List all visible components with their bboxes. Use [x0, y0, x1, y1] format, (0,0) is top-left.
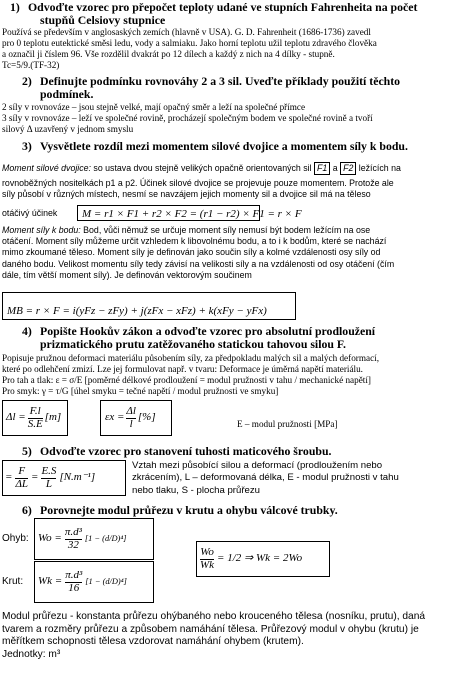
- eq-sign: =: [31, 471, 39, 484]
- fraction: [15, 466, 28, 489]
- denominator: L: [45, 477, 52, 490]
- term-label: Moment síly k bodu:: [2, 225, 81, 235]
- text: so ustava dvou stejně velikých opačně orientovaných sil: [90, 163, 312, 173]
- modulus-note: E – modul pružnosti [MPa]: [237, 419, 338, 429]
- equation-strain: [100, 400, 172, 436]
- label-ohyb: Ohyb:: [2, 533, 29, 544]
- heading-1-cont: [2, 14, 464, 27]
- text-line: daného bodu. Velikost momentu síly tedy závisí na velikosti síly a na vzdálenosti od osy otáčení (čím: [2, 258, 395, 269]
- denominator: S.E: [27, 417, 43, 430]
- text-line: Pro tah a tlak: ε = σ/E [poměrné délkové prodloužení = modul pružnosti v tahu / mechanické napětí]: [2, 374, 371, 385]
- heading-5: [2, 445, 464, 458]
- paragraph-2: [2, 102, 464, 135]
- heading-number: 1): [10, 0, 20, 14]
- heading-4-cont: [2, 338, 464, 351]
- label-krut: Krut:: [2, 576, 24, 587]
- text-line: silový Δ uzavřený v jednom smyslu: [2, 123, 134, 134]
- heading-4: [2, 325, 464, 338]
- text-line: otáčivý účinek: [2, 208, 58, 218]
- heading-number: 6): [22, 503, 32, 517]
- numerator: F.l: [29, 405, 41, 418]
- denominator: 32: [67, 538, 79, 551]
- equation-point-moment: MB = r × F = i(yFz − zFy) + j(zFx − xFz) + k(xFy − yFx): [2, 292, 296, 320]
- text-line: dále, tím větší moment síly). Je definován vektorovým součinem: [2, 269, 252, 280]
- paragraph-3d: [2, 225, 464, 281]
- bracket-term: [1 − (d/D)⁴]: [85, 577, 127, 587]
- denominator: l: [129, 417, 133, 430]
- heading-text: Odvoďte vzorec pro přepočet teploty udané ve stupních Fahrenheita na počet: [28, 0, 418, 14]
- equation-bending-modulus: [34, 518, 154, 560]
- fraction: [65, 570, 82, 593]
- text-line: a označil ji číslem 96. Vše rozdělil dvakrát po 12 dílech a každý z nich na 4 dílky - stupně.: [2, 48, 335, 59]
- heading-number: 2): [22, 74, 32, 88]
- formula-line: Tc=5/9.(TF-32): [2, 59, 60, 70]
- paragraph-3a: [2, 162, 464, 175]
- denominator: Wk: [200, 558, 215, 571]
- denominator: 16: [68, 581, 80, 594]
- equation-elongation: [2, 400, 68, 436]
- equation-torsion-modulus: [34, 561, 154, 603]
- heading-text: podmínek.: [40, 87, 94, 101]
- equation-modulus-ratio: [196, 541, 330, 577]
- paragraph-5: [132, 460, 462, 497]
- heading-2: [2, 75, 464, 88]
- numerator: π.d³: [65, 569, 83, 582]
- heading-1: [2, 1, 464, 14]
- text-line: nebo tlaku, S - plocha průřezu: [132, 484, 260, 496]
- eq-lhs: εx =: [105, 411, 125, 424]
- heading-number: 3): [22, 139, 32, 153]
- text-line: 2 síly v rovnováze – jsou stejně velké, mají opačný směr a leží na společné přímce: [2, 102, 306, 112]
- numerator: Wo: [200, 546, 214, 559]
- eq-lhs: Δl =: [6, 411, 26, 424]
- text-line: Modul průřezu - konstanta průřezu ohýbaného nebo krouceného tělesa (nosníku, prutu), daná: [2, 611, 426, 622]
- heading-text: stupňů Celsiovy stupnice: [40, 13, 166, 27]
- eq-lhs: Wo =: [38, 532, 62, 545]
- text: ležících na: [356, 163, 401, 173]
- numerator: E.S: [41, 465, 57, 478]
- text-line: pro 0 teplotu eutektické směsi ledu, vody a salmiaku. Jako horní teplotu užil teplotu zdravého člověka: [2, 37, 377, 48]
- heading-text: Popište Hookův zákon a odvoďte vzorec pro absolutní prodloužení: [40, 324, 376, 338]
- heading-text: Odvoďte vzorec pro stanovení tuhosti maticového šroubu.: [40, 444, 332, 458]
- fraction: [200, 547, 214, 570]
- text-line: které po odlehčení zmizí. Lze jej formulovat např. v tvaru: Deformace je úměrná napětí materiálu.: [2, 363, 363, 374]
- text: a: [332, 163, 338, 173]
- text-line: Popisuje pružnou deformaci materiálu působením síly, za předpokladu malých sil a malých deformací,: [2, 353, 380, 363]
- fraction: [126, 406, 136, 429]
- text-line: Vztah mezi působící silou a deformací (prodloužením nebo: [132, 460, 383, 471]
- fraction: [41, 466, 56, 489]
- text-line: zkrácením), L – deformovaná délka, E - modul pružnosti v tahu: [132, 472, 399, 484]
- heading-text: Vysvětlete rozdíl mezi momentem silové dvojice a momentem síly k bodu.: [40, 139, 408, 153]
- paragraph-1: [2, 27, 464, 71]
- heading-number: 4): [22, 324, 32, 338]
- equation-stiffness: [2, 460, 126, 496]
- text-line: síly působí v různých místech, nesmí se navzájem jejich momenty sil a dvojice sil má na těleso: [2, 189, 371, 200]
- text-line: mimo zkoumané těleso. Moment síly je definován jako součin síly a kolmé vzdálenosti osy síly od: [2, 247, 381, 258]
- fraction: [28, 406, 43, 429]
- heading-text: Definujte podmínku rovnováhy 2 a 3 sil. Uveďte příklady použití těchto: [40, 74, 401, 88]
- equation-couple-moment: M = r1 × F1 + r2 × F2 = (r1 − r2) × F1 = r × F: [77, 205, 260, 221]
- denominator: ΔL: [15, 477, 29, 490]
- text-line: 3 síly v rovnováze – leží ve společné rovině, procházejí společným bodem ve společné rovině a tvoří: [2, 112, 373, 123]
- eq-rhs: = 1/2 ⇒ Wk = 2Wo: [217, 552, 303, 565]
- paragraph-6: [2, 611, 464, 661]
- unit: [N.m⁻¹]: [59, 471, 96, 484]
- text-line: rovnoběžných nositelkách p1 a p2. Účinek silové dvojice se projevuje pouze momentem. Protože ale: [2, 178, 394, 188]
- eq-lhs: Wk =: [38, 575, 63, 588]
- numerator: π.d³: [64, 526, 82, 539]
- unit: [%]: [137, 411, 156, 424]
- text-line: Používá se především v anglosaských zemích (hlavně v USA). G. D. Fahrenheit (1686-1736) zavedl: [2, 27, 371, 37]
- paragraph-4: [2, 353, 464, 397]
- text-line: tvarem a rozměry průřezu a způsobem namáhání tělesa. Průřezový modul v ohybu (krutu) je: [2, 623, 419, 635]
- numerator: Δl: [126, 405, 136, 418]
- unit: [m]: [44, 411, 62, 424]
- bracket-term: [1 − (d/D)⁴]: [84, 534, 127, 544]
- heading-2-cont: [2, 88, 464, 101]
- term-label: Moment silové dvojice:: [2, 163, 91, 173]
- eq-sign: =: [5, 471, 13, 484]
- heading-number: 5): [22, 444, 32, 458]
- text-line: otáčení. Moment síly můžeme určit vzhledem k libovolnému bodu, a to i k bodům, které se nachází: [2, 236, 387, 247]
- heading-text: prizmatického prutu zatěžovaného statickou tahovou silou F.: [40, 337, 346, 351]
- heading-3: [2, 140, 464, 153]
- fraction: [65, 527, 82, 550]
- vector-f1: F1: [314, 162, 330, 175]
- paragraph-3b: [2, 178, 464, 200]
- text-line: Pro smyk: γ = τ/G [úhel smyku = tečné napětí / modul pružnosti ve smyku]: [2, 385, 279, 396]
- text-line: měřítkem schopnosti tělesa vzdorovat namáhání ohybem (krutem).: [2, 636, 304, 648]
- text: Bod, vůči němuž se určuje moment síly nemusí být bodem ležícím na ose: [80, 225, 371, 235]
- text-line: Jednotky: m³: [2, 648, 61, 660]
- heading-text: Porovnejte modul průřezu v krutu a ohybu válcové trubky.: [40, 503, 338, 517]
- numerator: F: [15, 466, 28, 478]
- heading-6: [2, 504, 464, 517]
- vector-f2: F2: [340, 162, 356, 175]
